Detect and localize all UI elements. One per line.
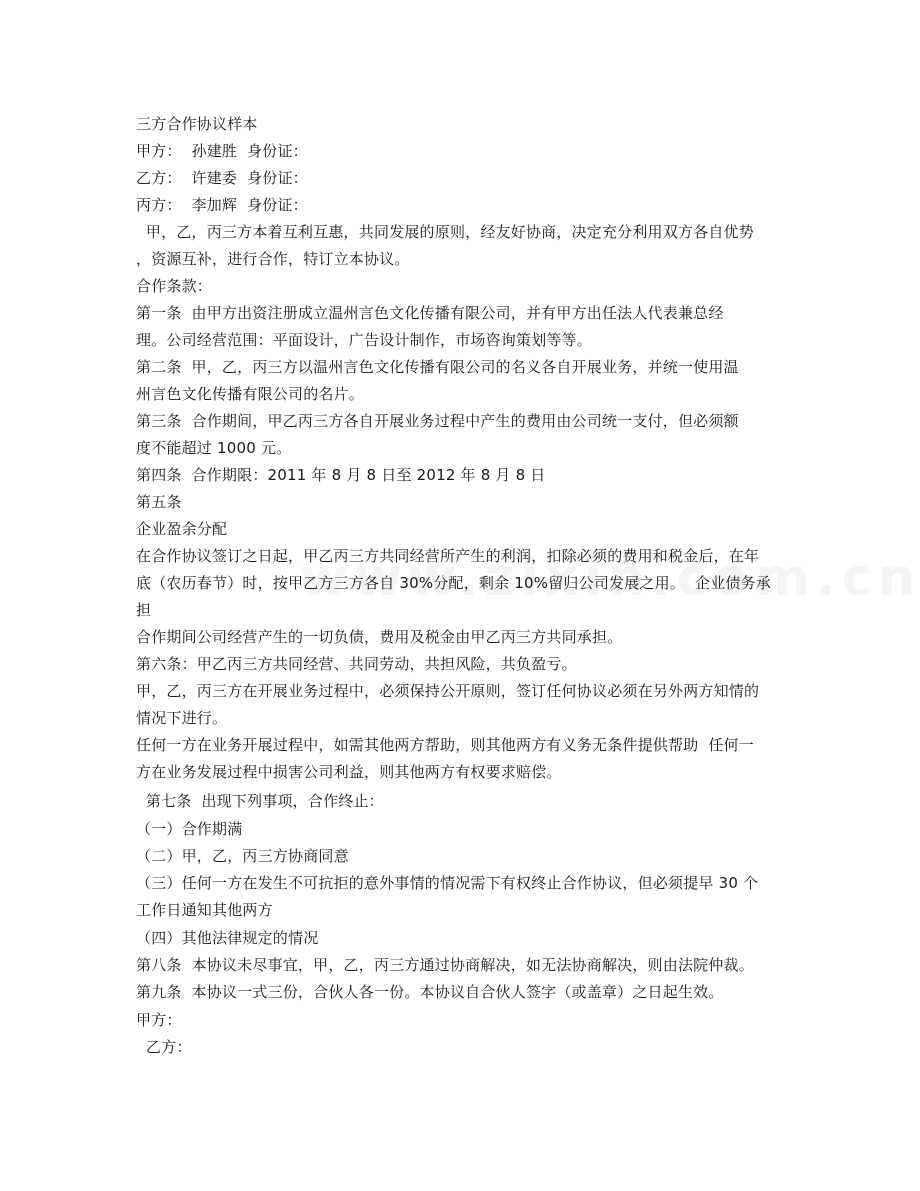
document-line: 合作条款： [136,277,213,295]
document-line: 州言色文化传播有限公司的名片。 [136,385,365,403]
document-line: 第一条 由甲方出资注册成立温州言色文化传播有限公司，并有甲方出任法人代表兼总经 [136,304,724,322]
document-line: 合作期间公司经营产生的一切负债，费用及税金由甲乙丙三方共同承担。 [136,628,623,646]
document-line: 度不能超过 1000 元。 [136,439,292,457]
document-line: 在合作协议签订之日起，甲乙丙三方共同经营所产生的利润，扣除必须的费用和税金后，在年 [136,547,760,565]
document-line: 方在业务发展过程中损害公司利益，则其他两方有权要求赔偿。 [136,763,562,781]
document-line: 理。公司经营范围：平面设计，广告设计制作，市场咨询策划等等。 [136,331,593,349]
document-line: （二）甲，乙，丙三方协商同意 [136,847,349,865]
document-line: 第三条 合作期间，甲乙丙三方各自开展业务过程中产生的费用由公司统一支付，但必须额 [136,412,739,430]
document-line: 第九条 本协议一式三份，合伙人各一份。本协议自合伙人签字（或盖章）之日起生效。 [136,983,724,1001]
document-line: 甲方： [136,1011,182,1029]
document-line: （四）其他法律规定的情况 [136,929,319,947]
document-line: 甲方： 孙建胜 身份证： [136,142,308,160]
document-line: 乙方： 许建委 身份证： [136,169,308,187]
document-line: ，资源互补，进行合作，特订立本协议。 [136,250,410,268]
document-line: （一）合作期满 [136,820,243,838]
document-line: 第六条：甲乙丙三方共同经营、共同劳动，共担风险，共负盈亏。 [136,655,577,673]
document-line: 工作日通知其他两方 [136,901,273,919]
document-line: 第八条 本协议未尽事宜，甲，乙，丙三方通过协商解决，如无法协商解决，则由法院仲裁。 [136,956,754,974]
document-line: 甲，乙，丙三方在开展业务过程中，必须保持公开原则，签订任何协议必须在另外两方知情的 [136,682,760,700]
document-line: 担 [136,601,152,619]
document-title: 三方合作协议样本 [136,115,258,133]
document-line: （三）任何一方在发生不可抗拒的意外事情的情况需下有权终止合作协议，但必须提早 30 个 [136,874,759,892]
document-line: 底（农历春节）时，按甲乙方三方各自 30%分配，剩余 10%留归公司发展之用。 企业债务承 [136,574,771,592]
document-line: 甲，乙，丙三方本着互利互惠，共同发展的原则，经友好协商，决定充分利用双方各自优势 [136,223,754,241]
document-line: 第四条 合作期限：2011 年 8 月 8 日至 2012 年 8 月 8 日 [136,466,546,484]
document-line: 情况下进行。 [136,709,228,727]
document-line: 丙方： 李加辉 身份证： [136,196,308,214]
document-line: 任何一方在业务开展过程中，如需其他两方帮助，则其他两方有义务无条件提供帮助 任何一 [136,736,754,754]
document-line: 乙方： [136,1038,192,1056]
document-line: 第七条 出现下列事项，合作终止： [136,792,384,810]
document-line: 企业盈余分配 [136,520,228,538]
document-line: 第二条 甲，乙，丙三方以温州言色文化传播有限公司的名义各自开展业务，并统一使用温 [136,358,739,376]
document-line: 第五条 [136,493,182,511]
